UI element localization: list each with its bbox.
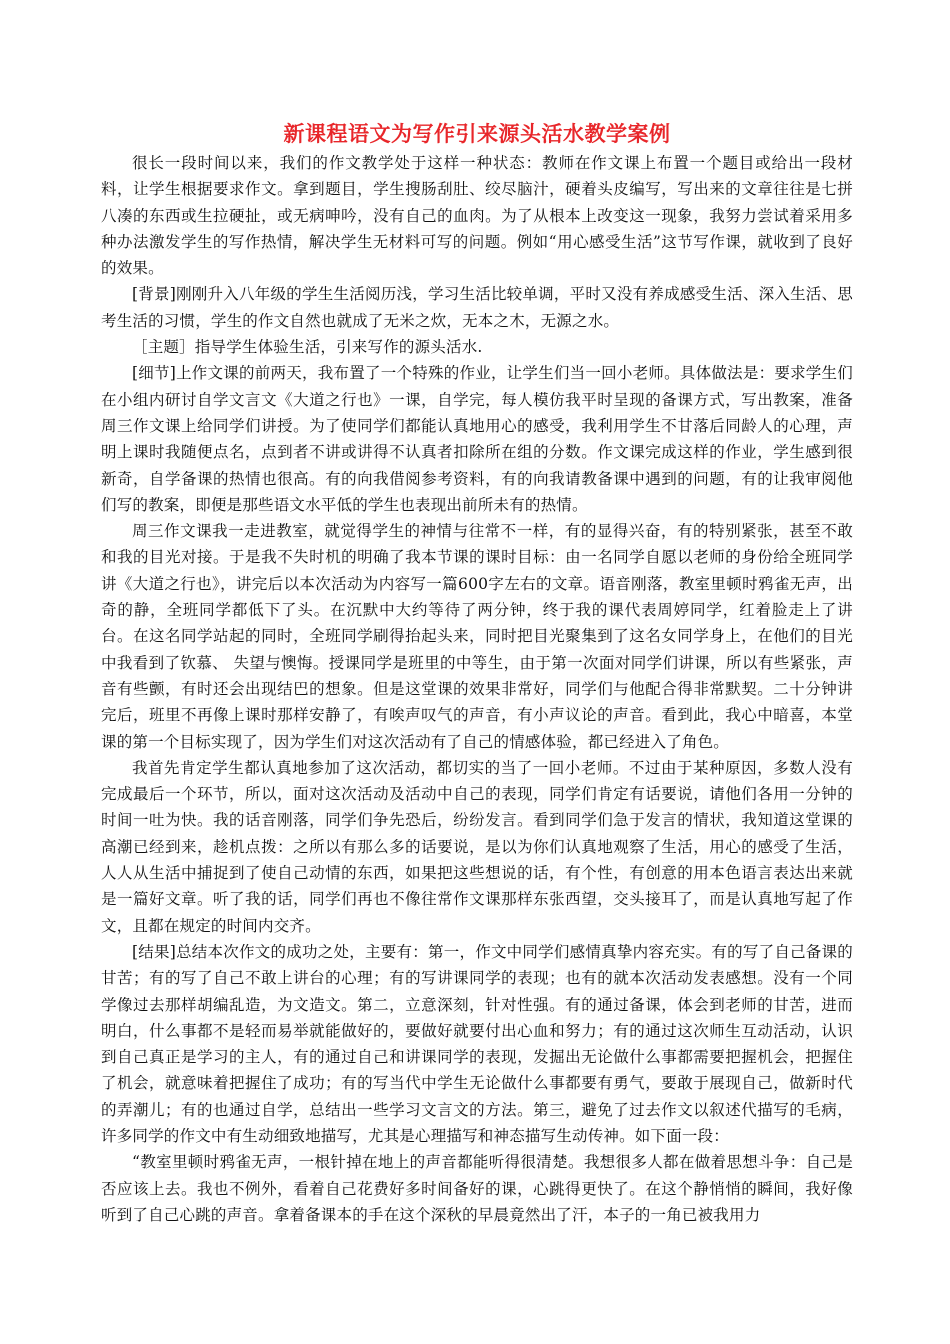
document-page [101, 120, 853, 1228]
results-paragraph: [结果]总结本次作文的成功之处，主要有：第一，作文中同学们感情真挚内容充实。有的写了自己备课的甘苦；有的写了自己不敢上讲台的心理；有的写讲课同学的表现；也有的就本次活动发表感想。没有一个同学像过去那样胡编乱造，为文造文。第二，立意深刻，针对性强。有的通过备课，体会到老师的甘苦，进而明白，什么事都不是轻而易举就能做好的，要做好就要付出心血和努力；有的通过这次师生互动活动，认识到自己真正是学习的主人，有的通过自己和讲课同学的表现，发掘出无论做什么事都需要把握机会，把握住了机会，就意味着把握住了成功；有的写当代中学生无论做什么事都要有勇气，要敢于展现自己，做新时代的弄潮儿；有的也通过自学，总结出一些学习文言文的方法。第三，避免了过去作文以叙述代描写的毛病，许多同学的作文中有生动细致地描写，尤其是心理描写和神态描写生动传神。如下面一段： [101, 942, 853, 1145]
discussion-paragraph: 我首先肯定学生都认真地参加了这次活动，都切实的当了一回小老师。不过由于某种原因，多数人没有完成最后一个环节，所以，面对这次活动及活动中自己的表现，同学们肯定有话要说，请他们各用一分钟的时间一吐为快。我的话音刚落，同学们争先恐后，纷纷发言。看到同学们急于发言的情状，我知道这堂课的高潮已经到来，趁机点拨：之所以有那么多的话要说，是以为你们认真地观察了生活，用心的感受了生活，人人从生活中捕捉到了使自己动情的东西，如果把这些想说的话，有个性，有创意的用本色语言表达出来就是一篇好文章。听了我的话，同学们再也不像往常作文课那样东张西望，交头接耳了，而是认真地写起了作文，且都在规定的时间内交齐。 [101, 758, 853, 935]
theme-paragraph: ［主题］指导学生体验生活，引来写作的源头活水. [132, 338, 483, 357]
background-paragraph: [背景]刚刚升入八年级的学生生活阅历浅，学习生活比较单调，平时又没有养成感受生活、深入生活、思考生活的习惯，学生的作文自然也就成了无米之炊，无本之木，无源之水。 [101, 285, 853, 330]
document-title: 新课程语文为写作引来源头活水教学案例 [283, 121, 671, 146]
details-paragraph: [细节]上作文课的前两天，我布置了一个特殊的作业，让学生们当一回小老师。具体做法是：要求学生们在小组内研讨自学文言文《大道之行也》一课，自学完，每人模仿我平时呈现的备课方式，写出教案，准备周三作文课上给同学们讲授。为了使同学们都能认真地用心的感受，我利用学生不甘落后同龄人的心理，声明上课时我随便点名，点到者不讲或讲得不认真者扣除所在组的分数。作文课完成这样的作业，学生感到很新奇，自学备课的热情也很高。有的向我借阅参考资料，有的向我请教备课中遇到的问题，有的让我审阅他们写的教案，即便是那些语文水平低的学生也表现出前所未有的热情。 [101, 364, 853, 514]
class-narrative-paragraph: 周三作文课我一走进教室，就觉得学生的神情与往常不一样，有的显得兴奋，有的特别紧张，甚至不敢和我的目光对接。于是我不失时机的明确了我本节课的课时目标：由一名同学自愿以老师的身份给全班同学讲《大道之行也》，讲完后以本次活动为内容写一篇600字左右的文章。语音刚落，教室里顿时鸦雀无声，出奇的静，全班同学都低下了头。在沉默中大约等待了两分钟，终于我的课代表周婷同学，红着脸走上了讲台。在这名同学站起的同时，全班同学刷得抬起头来，同时把目光聚集到了这名女同学身上，在他们的目光中我看到了钦慕、 失望与懊悔。授课同学是班里的中等生，由于第一次面对同学们讲课，所以有些紧张，声音有些颤，有时还会出现结巴的想象。但是这堂课的效果非常好，同学们与他配合得非常默契。二十分钟讲完后，班里不再像上课时那样安静了，有唉声叹气的声音，有小声议论的声音。看到此，我心中暗喜，本堂课的第一个目标实现了，因为学生们对这次活动有了自己的情感体验，都已经进入了角色。 [101, 522, 853, 751]
quoted-excerpt-paragraph: “教室里顿时鸦雀无声，一根针掉在地上的声音都能听得很清楚。我想很多人都在做着思想斗争：自己是否应该上去。我也不例外，看着自己花费好多时间备好的课，心跳得更快了。在这个静悄悄的瞬间，我好像听到了自己心跳的声音。拿着备课本的手在这个深秋的早晨竟然出了汗，本子的一角已被我用力 [101, 1153, 853, 1224]
intro-paragraph: 很长一段时间以来，我们的作文教学处于这样一种状态：教师在作文课上布置一个题目或给出一段材料，让学生根据要求作文。拿到题目，学生搜肠刮肚、绞尽脑汁，硬着头皮编写，写出来的文章往往是七拼八凑的东西或生拉硬扯，或无病呻吟，没有自己的血肉。为了从根本上改变这一现象，我努力尝试着采用多种办法激发学生的写作热情，解决学生无材料可写的问题。例如“用心感受生活”这节写作课，就收到了良好的效果。 [101, 154, 853, 278]
